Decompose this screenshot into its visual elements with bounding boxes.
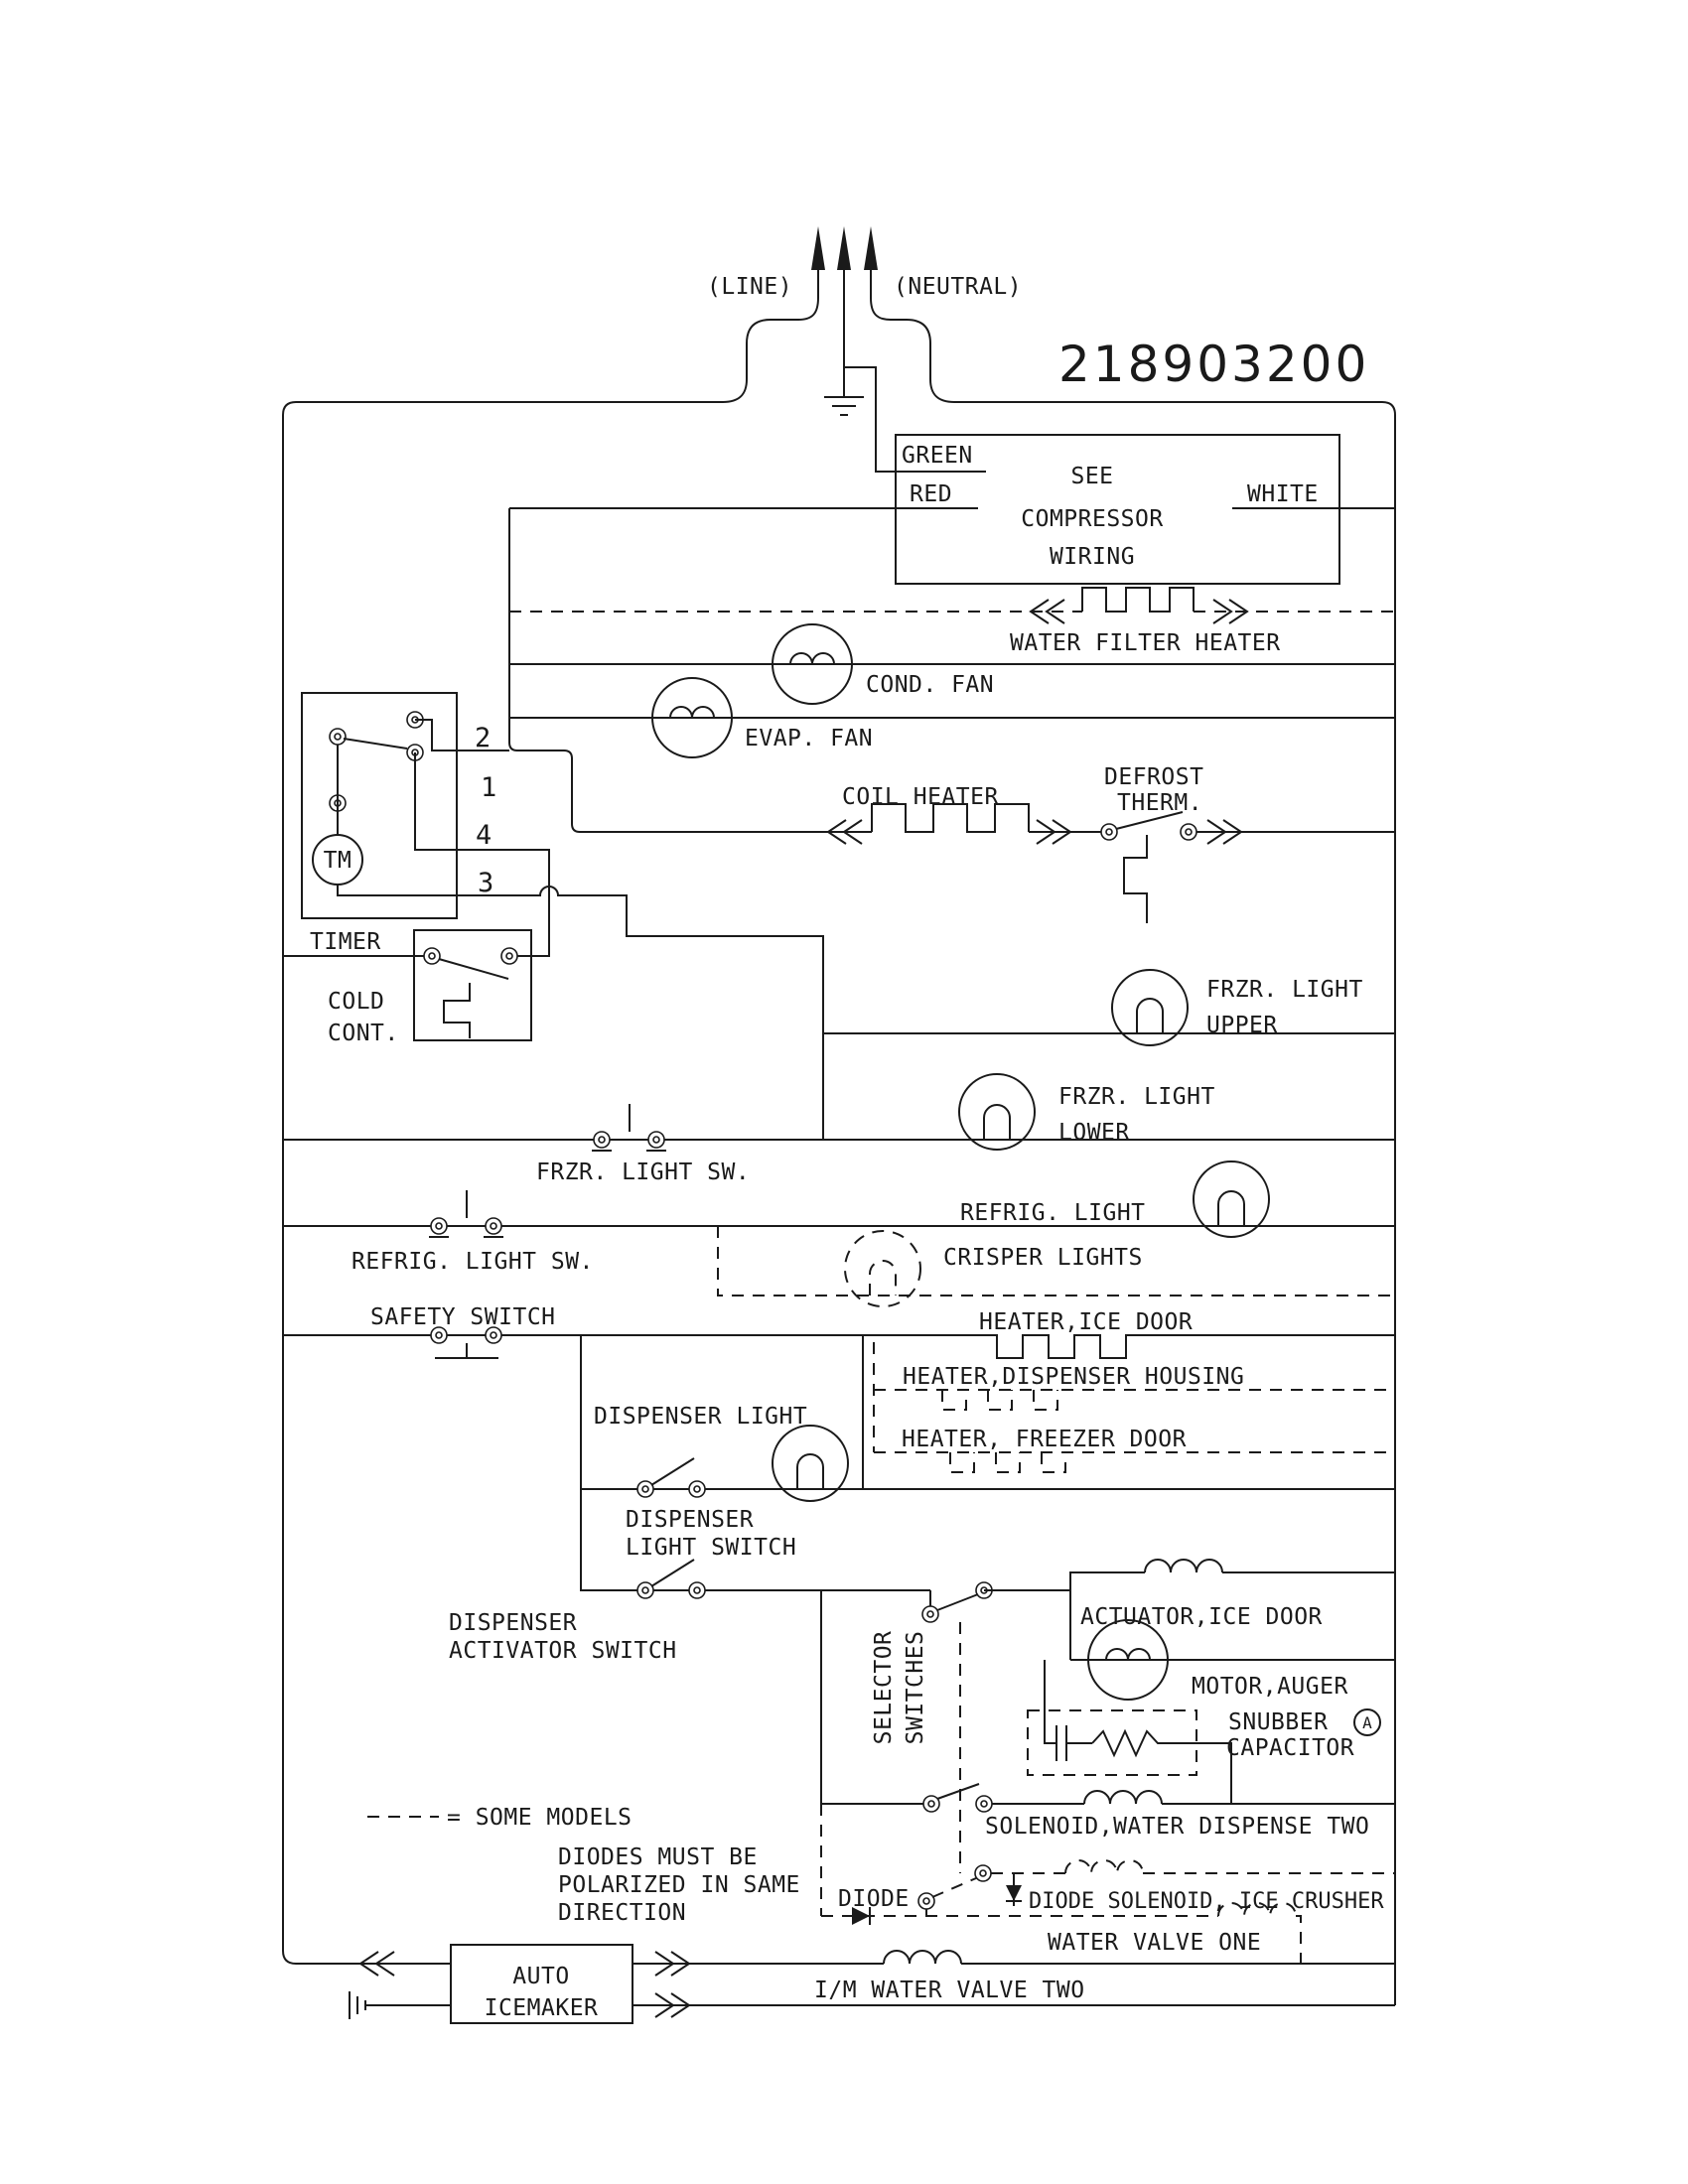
evap-fan-coil-icon: [670, 707, 714, 718]
timer-terminal-4-label: 4: [476, 820, 492, 851]
auto-icemaker-label-line1: AUTO: [512, 1964, 570, 1989]
crisper-lights-row: [718, 1226, 1395, 1306]
selector-label-line1: SELECTOR: [871, 1630, 897, 1745]
dispenser-light-sw-arm: [651, 1458, 694, 1485]
frzr-sw-terminal-left: [599, 1137, 605, 1143]
defrost-therm-sensor-icon: [1124, 835, 1147, 923]
timer-wire-2: [415, 720, 509, 751]
dispenser-light-sw-terminal-left: [642, 1486, 648, 1492]
defrost-therm-terminal-left: [1106, 829, 1112, 835]
activator-sw-arm: [651, 1560, 694, 1586]
safety-sw-plunger-icon: [435, 1343, 498, 1358]
crusher-switch-arm: [932, 1878, 976, 1897]
refrig-light-row: [283, 1161, 1395, 1275]
defrost-row: [580, 764, 1395, 923]
activator-sw-terminal-right: [694, 1587, 700, 1593]
motor-auger-coil-icon: [1106, 1649, 1150, 1660]
actuator-motor-section: [984, 1560, 1395, 1700]
safety-heater-row: [283, 1304, 1395, 1489]
dispenser-filament-icon: [797, 1454, 823, 1489]
frzr-upper-filament-icon: [1137, 999, 1163, 1033]
crusher-pivot-terminal: [923, 1898, 929, 1904]
refrig-sw-terminal-left: [436, 1223, 442, 1229]
diodes-note-line2: POLARIZED IN SAME: [558, 1872, 800, 1898]
selector-top-pivot-terminal: [927, 1611, 933, 1617]
heater-ice-door-label: HEATER,ICE DOOR: [979, 1309, 1194, 1335]
solenoid-dispense-coil-icon: [1084, 1791, 1162, 1804]
crisper-lights-label: CRISPER LIGHTS: [943, 1245, 1143, 1271]
snubber-resistor-icon: [1092, 1731, 1231, 1804]
evap-fan-label: EVAP. FAN: [745, 726, 874, 751]
diodes-note-line1: DIODES MUST BE: [558, 1844, 758, 1870]
selector-bottom-contact-terminal: [981, 1801, 987, 1807]
safety-sw-terminal-left: [436, 1332, 442, 1338]
neutral-label: (NEUTRAL): [894, 274, 1023, 300]
im-valve-two-label: I/M WATER VALVE TWO: [814, 1978, 1085, 2003]
cold-control-bellows-icon: [444, 983, 470, 1038]
selector-bottom-pivot-terminal: [928, 1801, 934, 1807]
crisper-filament-icon: [870, 1261, 896, 1296]
heater-housing-label: HEATER,DISPENSER HOUSING: [903, 1364, 1245, 1390]
wiring-label: WIRING: [1049, 544, 1136, 570]
water-filter-heater-element-icon: [1082, 588, 1194, 612]
selector-top-arm: [937, 1594, 978, 1610]
defrost-therm-terminal-right: [1186, 829, 1192, 835]
actuator-label: ACTUATOR,ICE DOOR: [1080, 1604, 1323, 1630]
cond-fan-label: COND. FAN: [866, 672, 995, 698]
green-wire-label: GREEN: [902, 443, 973, 469]
refrig-filament-icon: [1218, 1191, 1244, 1226]
notes-section: [367, 1805, 800, 1926]
timer-terminal-2-label: 2: [475, 723, 492, 753]
timer-terminal-3-label: 3: [478, 868, 494, 898]
cold-control-box: [414, 930, 531, 1040]
solenoid-dispense-label: SOLENOID,WATER DISPENSE TWO: [985, 1814, 1370, 1840]
timer-switch-arm: [344, 739, 407, 749]
frzr-light-sw-label: FRZR. LIGHT SW.: [536, 1160, 751, 1185]
timer-section: [302, 693, 823, 1140]
refrig-light-label: REFRIG. LIGHT: [960, 1200, 1146, 1226]
ice-crusher-row: [918, 1860, 1395, 1916]
actuator-coil-icon: [1145, 1560, 1222, 1572]
selector-label-line2: SWITCHES: [903, 1630, 928, 1745]
crusher-coil-icon: [1065, 1860, 1143, 1873]
cold-control-label-line1: COLD: [328, 989, 385, 1015]
cold-control-label-line2: CONT.: [328, 1021, 399, 1046]
timer-wire-3: [338, 885, 823, 1140]
line-arrow-icon: [811, 226, 825, 270]
snubber-label-line2: CAPACITOR: [1226, 1735, 1355, 1761]
activator-sw-terminal-left: [642, 1587, 648, 1593]
actuator-wire: [984, 1572, 1395, 1590]
white-wire-label: WHITE: [1247, 481, 1319, 507]
line-bus-wire: [509, 508, 580, 832]
see-label: SEE: [1070, 464, 1114, 489]
frzr-lower-label-line2: LOWER: [1058, 1120, 1130, 1146]
frzr-lower-label-line1: FRZR. LIGHT: [1058, 1084, 1215, 1110]
cold-control-switch-arm: [439, 959, 508, 979]
frzr-light-upper-row: [823, 970, 1395, 1045]
safety-ice-door-wire: [283, 1335, 1395, 1358]
timer-motor-label: TM: [323, 848, 352, 874]
icemaker-ground-icon: [350, 1991, 365, 2019]
dispenser-light-sw-label-line2: LIGHT SWITCH: [626, 1535, 797, 1561]
auto-icemaker-label-line2: ICEMAKER: [484, 1995, 599, 2021]
activator-label-line2: ACTIVATOR SWITCH: [449, 1638, 677, 1664]
heater-freezer-door-label: HEATER, FREEZER DOOR: [902, 1427, 1187, 1452]
defrost-label-line1: DEFROST: [1104, 764, 1204, 790]
snubber-label-line1: SNUBBER: [1228, 1709, 1329, 1735]
heater-freezer-element-icon: [950, 1452, 1065, 1472]
timer-label: TIMER: [310, 929, 381, 955]
refrig-sw-terminal-right: [491, 1223, 496, 1229]
line-label: (LINE): [707, 274, 793, 300]
refrig-light-sw-label: REFRIG. LIGHT SW.: [352, 1249, 594, 1275]
defrost-label-line2: THERM.: [1117, 790, 1203, 816]
dispenser-light-sw-label-line1: DISPENSER: [626, 1507, 755, 1533]
motor-auger-label: MOTOR,AUGER: [1192, 1674, 1348, 1700]
frzr-lower-bulb-icon: [959, 1074, 1035, 1150]
timer-pivot-terminal: [335, 734, 341, 740]
crusher-diode-icon: [1006, 1885, 1022, 1901]
cold-control-terminal-left: [429, 953, 435, 959]
ground-symbol-icon: [824, 270, 864, 415]
compressor-section: [509, 435, 1395, 584]
water-filter-heater-row: [509, 588, 1395, 656]
solenoid-dispense-row: [821, 1784, 1395, 1840]
red-wire-label: RED: [910, 481, 953, 507]
ground-arrow-icon: [837, 226, 851, 270]
diode-label: DIODE: [838, 1886, 910, 1912]
frzr-sw-terminal-right: [653, 1137, 659, 1143]
dispenser-light-label: DISPENSER LIGHT: [594, 1404, 808, 1430]
frzr-upper-label-line2: UPPER: [1206, 1013, 1278, 1038]
frzr-upper-label-line1: FRZR. LIGHT: [1206, 977, 1363, 1003]
safety-switch-label: SAFETY SWITCH: [370, 1304, 556, 1330]
dashed-heater-rows: [874, 1342, 1395, 1472]
water-filter-heater-label: WATER FILTER HEATER: [1010, 630, 1281, 656]
frzr-light-lower-row: [283, 1074, 1395, 1185]
legend-label: = SOME MODELS: [447, 1805, 633, 1831]
part-number: 218903200: [1058, 336, 1370, 393]
activator-label-line1: DISPENSER: [449, 1610, 578, 1636]
selector-bottom-arm: [937, 1784, 979, 1799]
safety-sw-terminal-right: [491, 1332, 496, 1338]
heater-housing-element-icon: [942, 1390, 1057, 1410]
valve-two-coil-icon: [884, 1951, 961, 1964]
frzr-lower-filament-icon: [984, 1105, 1010, 1140]
cond-fan-coil-icon: [790, 653, 834, 664]
neutral-arrow-icon: [864, 226, 878, 270]
crusher-contact-terminal: [980, 1870, 986, 1876]
timer-terminal-1-label: 1: [481, 772, 497, 803]
compressor-label: COMPRESSOR: [1021, 506, 1164, 532]
diodes-note-line3: DIRECTION: [558, 1900, 687, 1926]
dispenser-light-sw-terminal-right: [694, 1486, 700, 1492]
icemaker-section: [350, 1945, 1395, 2023]
water-valve-one-label: WATER VALVE ONE: [1048, 1930, 1262, 1956]
timer-box: [302, 693, 457, 918]
diode-solenoid-label: DIODE SOLENOID, ICE CRUSHER: [1029, 1889, 1384, 1914]
coil-heater-label: COIL HEATER: [842, 784, 999, 810]
cold-control-terminal-right: [506, 953, 512, 959]
snubber-tag-label: A: [1362, 1713, 1372, 1732]
